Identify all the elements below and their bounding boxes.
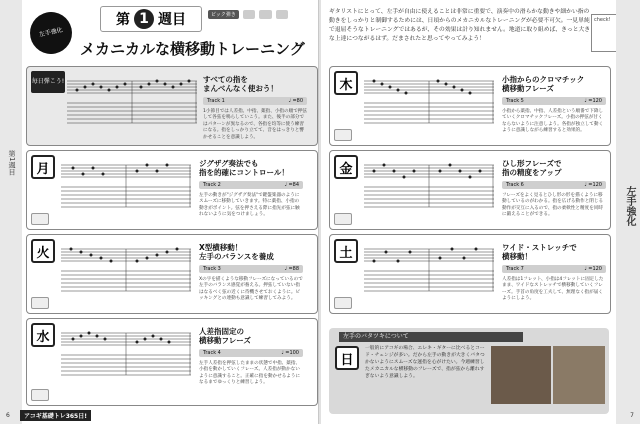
week-header	[100, 6, 202, 32]
track-bar	[199, 349, 303, 357]
exercise-heading: 小指からのクロマチック 横移動フレーズ	[502, 75, 585, 94]
footer-title: アコギ基礎トレ365日!	[20, 410, 91, 421]
tab-staff	[61, 325, 191, 385]
day-icon: 土	[334, 239, 358, 263]
tempo: ♩ =120	[584, 266, 602, 272]
exercise-heading: すべての指を まんべんなく使おう！	[203, 75, 278, 94]
exercise-description: 小指から薬指、中指、人差指という順番で下降していくクロマチックフレーズ。小指の押弦が甘くならないように注意しよう。各指が独立して動くように意識しながら練習すると効果的。	[502, 109, 604, 134]
sunday-column	[329, 328, 609, 414]
day-icon: 日	[335, 346, 359, 370]
intro-text: ギタリストにとって、左手が自由に使えることは非常に重要で、演奏中の滑らかな動きや細かい指の動きをしっかりと制御するためには、日頃からのメカニカルなトレーニングが必要不可欠。一見単純で退屈そうなトレーニングではあるが、その効果は計り知れません。地道に取り組めば、きっと大きな上達につながるはず。だまされたと思ってやってみよう！	[329, 9, 591, 42]
page-title: メカニカルな横移動トレーニング	[80, 40, 305, 58]
check-box[interactable]	[334, 213, 352, 225]
day-icon: 火	[31, 239, 55, 263]
hand-photo-1	[491, 346, 551, 404]
exercise-heading: ジグザグ奏法でも 指を的確にコントロール！	[199, 159, 289, 178]
exercise-card-wednesday	[26, 318, 318, 406]
left-page	[0, 0, 319, 424]
week-prefix: 第	[116, 12, 130, 28]
tab-staff	[364, 157, 494, 217]
track-number: Track 2	[203, 182, 221, 188]
track-bar	[502, 265, 606, 273]
staff-svg	[364, 157, 494, 217]
column-text: 一般的にアコギの場合、エレキ・ギターに比べるとコード・チェンジが多い。だから左手の動きが大きくバタつかないようにスムーズな運指を心がけたい。今週練習したメカニカルな横移動のフレーズで、指が弦から離れすぎないよう意識しよう。	[365, 346, 485, 379]
tag-2	[243, 10, 255, 19]
check-corner-label: check!	[594, 17, 611, 23]
column-title: 左手のバタツキについて	[339, 332, 523, 342]
week-number: 1	[134, 9, 154, 29]
exercise-heading: 人差指固定の 横移動フレーズ	[199, 327, 251, 346]
day-label: 毎日弾こう!	[31, 71, 65, 93]
track-bar	[203, 97, 307, 105]
tag-row	[208, 10, 288, 19]
tempo: ♩ =120	[584, 98, 602, 104]
check-box[interactable]	[334, 129, 352, 141]
tempo: ♩ =120	[584, 182, 602, 188]
track-number: Track 1	[207, 98, 225, 104]
check-box[interactable]	[334, 297, 352, 309]
left-hand-badge: 左手強化	[26, 8, 76, 58]
track-bar	[199, 181, 303, 189]
check-box[interactable]	[31, 213, 49, 225]
day-icon: 木	[334, 71, 358, 95]
hand-photo-2	[553, 346, 605, 404]
track-number: Track 5	[506, 98, 524, 104]
left-sidebar-text: 第1週目	[8, 150, 16, 176]
track-bar	[502, 97, 606, 105]
exercise-description: 1小節目では人差指、中指、薬指、小指の順で押弦して各弦を鳴らしていこう。また、後半の部分ではパターンが異なるので、各指を均等に使う練習になる。指をしっかり立てて、音をはっきりと響かせることを意識しよう。	[203, 109, 307, 140]
track-number: Track 6	[506, 182, 524, 188]
tempo: ♩ =88	[284, 266, 299, 272]
exercise-card-thursday	[329, 66, 611, 146]
tab-staff	[364, 73, 494, 133]
exercise-card-monday	[26, 150, 318, 230]
track-number: Track 7	[506, 266, 524, 272]
tab-staff	[61, 241, 191, 301]
exercise-description: Xの字を描くような移動フレーズになっているので左手のバランス感覚が養える。押弦していない指はなるべく弦の近くに待機させておくように。ピッキングとの連動も意識して練習してみよう。	[199, 277, 303, 302]
exercise-heading: ひし形フレーズで 指の精度をアップ	[502, 159, 562, 178]
staff-svg	[364, 73, 494, 133]
track-bar	[199, 265, 303, 273]
staff-svg	[61, 241, 191, 301]
exercise-description: フレーズをよく見るとひし形の形を描くように移動しているのがわかる。指を広げる動作と閉じる動作が交互に入るので、指の柔軟性と精度を同時に鍛えることができる。	[502, 193, 604, 218]
tab-staff	[67, 73, 197, 133]
day-icon: 金	[334, 155, 358, 179]
exercise-heading: X型横移動！ 左手のバランスを養成	[199, 243, 274, 262]
exercise-description: 左手人差指を押弦したままの状態で中指、薬指、小指を動かしていくフレーズ。人差指が動かないように意識すること。正確に指を動かせるようになるまでゆっくりと練習しよう。	[199, 361, 301, 386]
exercise-heading: ワイド・ストレッチで 横移動！	[502, 243, 577, 262]
page-number-right: 7	[630, 412, 634, 419]
track-number: Track 3	[203, 266, 221, 272]
week-suffix: 週目	[158, 12, 186, 28]
left-sidebar	[0, 0, 22, 424]
check-box[interactable]	[31, 389, 49, 401]
track-number: Track 4	[203, 350, 221, 356]
staff-svg	[364, 241, 494, 301]
tag-4	[276, 10, 288, 19]
tag-1: ピック弾き	[208, 10, 239, 19]
exercise-card-friday	[329, 150, 611, 230]
exercise-description: 左手の動きが"ジグザグ奏法"で鍵盤楽器のようにスムーズに移動していきます。特に薬指、小指の動きがポイント。弦を押さえる際に指先が弦に触れないように気をつけましょう。	[199, 193, 300, 218]
staff-svg	[61, 157, 191, 217]
right-sidebar-text: 左手強化	[624, 186, 635, 226]
right-page	[321, 0, 640, 424]
tempo: ♩ =80	[288, 98, 303, 104]
exercise-description: 人差指は1フレット、小指は4フレットに固定したまま、ワイドなストレッチで横移動していくフレーズ。手首の角度を工夫して、無理なく指が届くようにしよう。	[502, 277, 604, 302]
day-icon: 月	[31, 155, 55, 179]
tempo: ♩ =100	[281, 350, 299, 356]
check-box[interactable]	[31, 297, 49, 309]
page-number-left: 6	[6, 412, 10, 419]
tempo: ♩ =84	[284, 182, 299, 188]
exercise-card-tuesday	[26, 234, 318, 314]
staff-svg	[61, 325, 191, 385]
track-bar	[502, 181, 606, 189]
day-icon: 水	[31, 323, 55, 347]
exercise-card-daily	[26, 66, 318, 146]
staff-svg	[67, 73, 197, 133]
tag-3	[259, 10, 271, 19]
tab-staff	[364, 241, 494, 301]
right-sidebar	[616, 0, 640, 424]
tab-staff	[61, 157, 191, 217]
exercise-card-saturday	[329, 234, 611, 314]
